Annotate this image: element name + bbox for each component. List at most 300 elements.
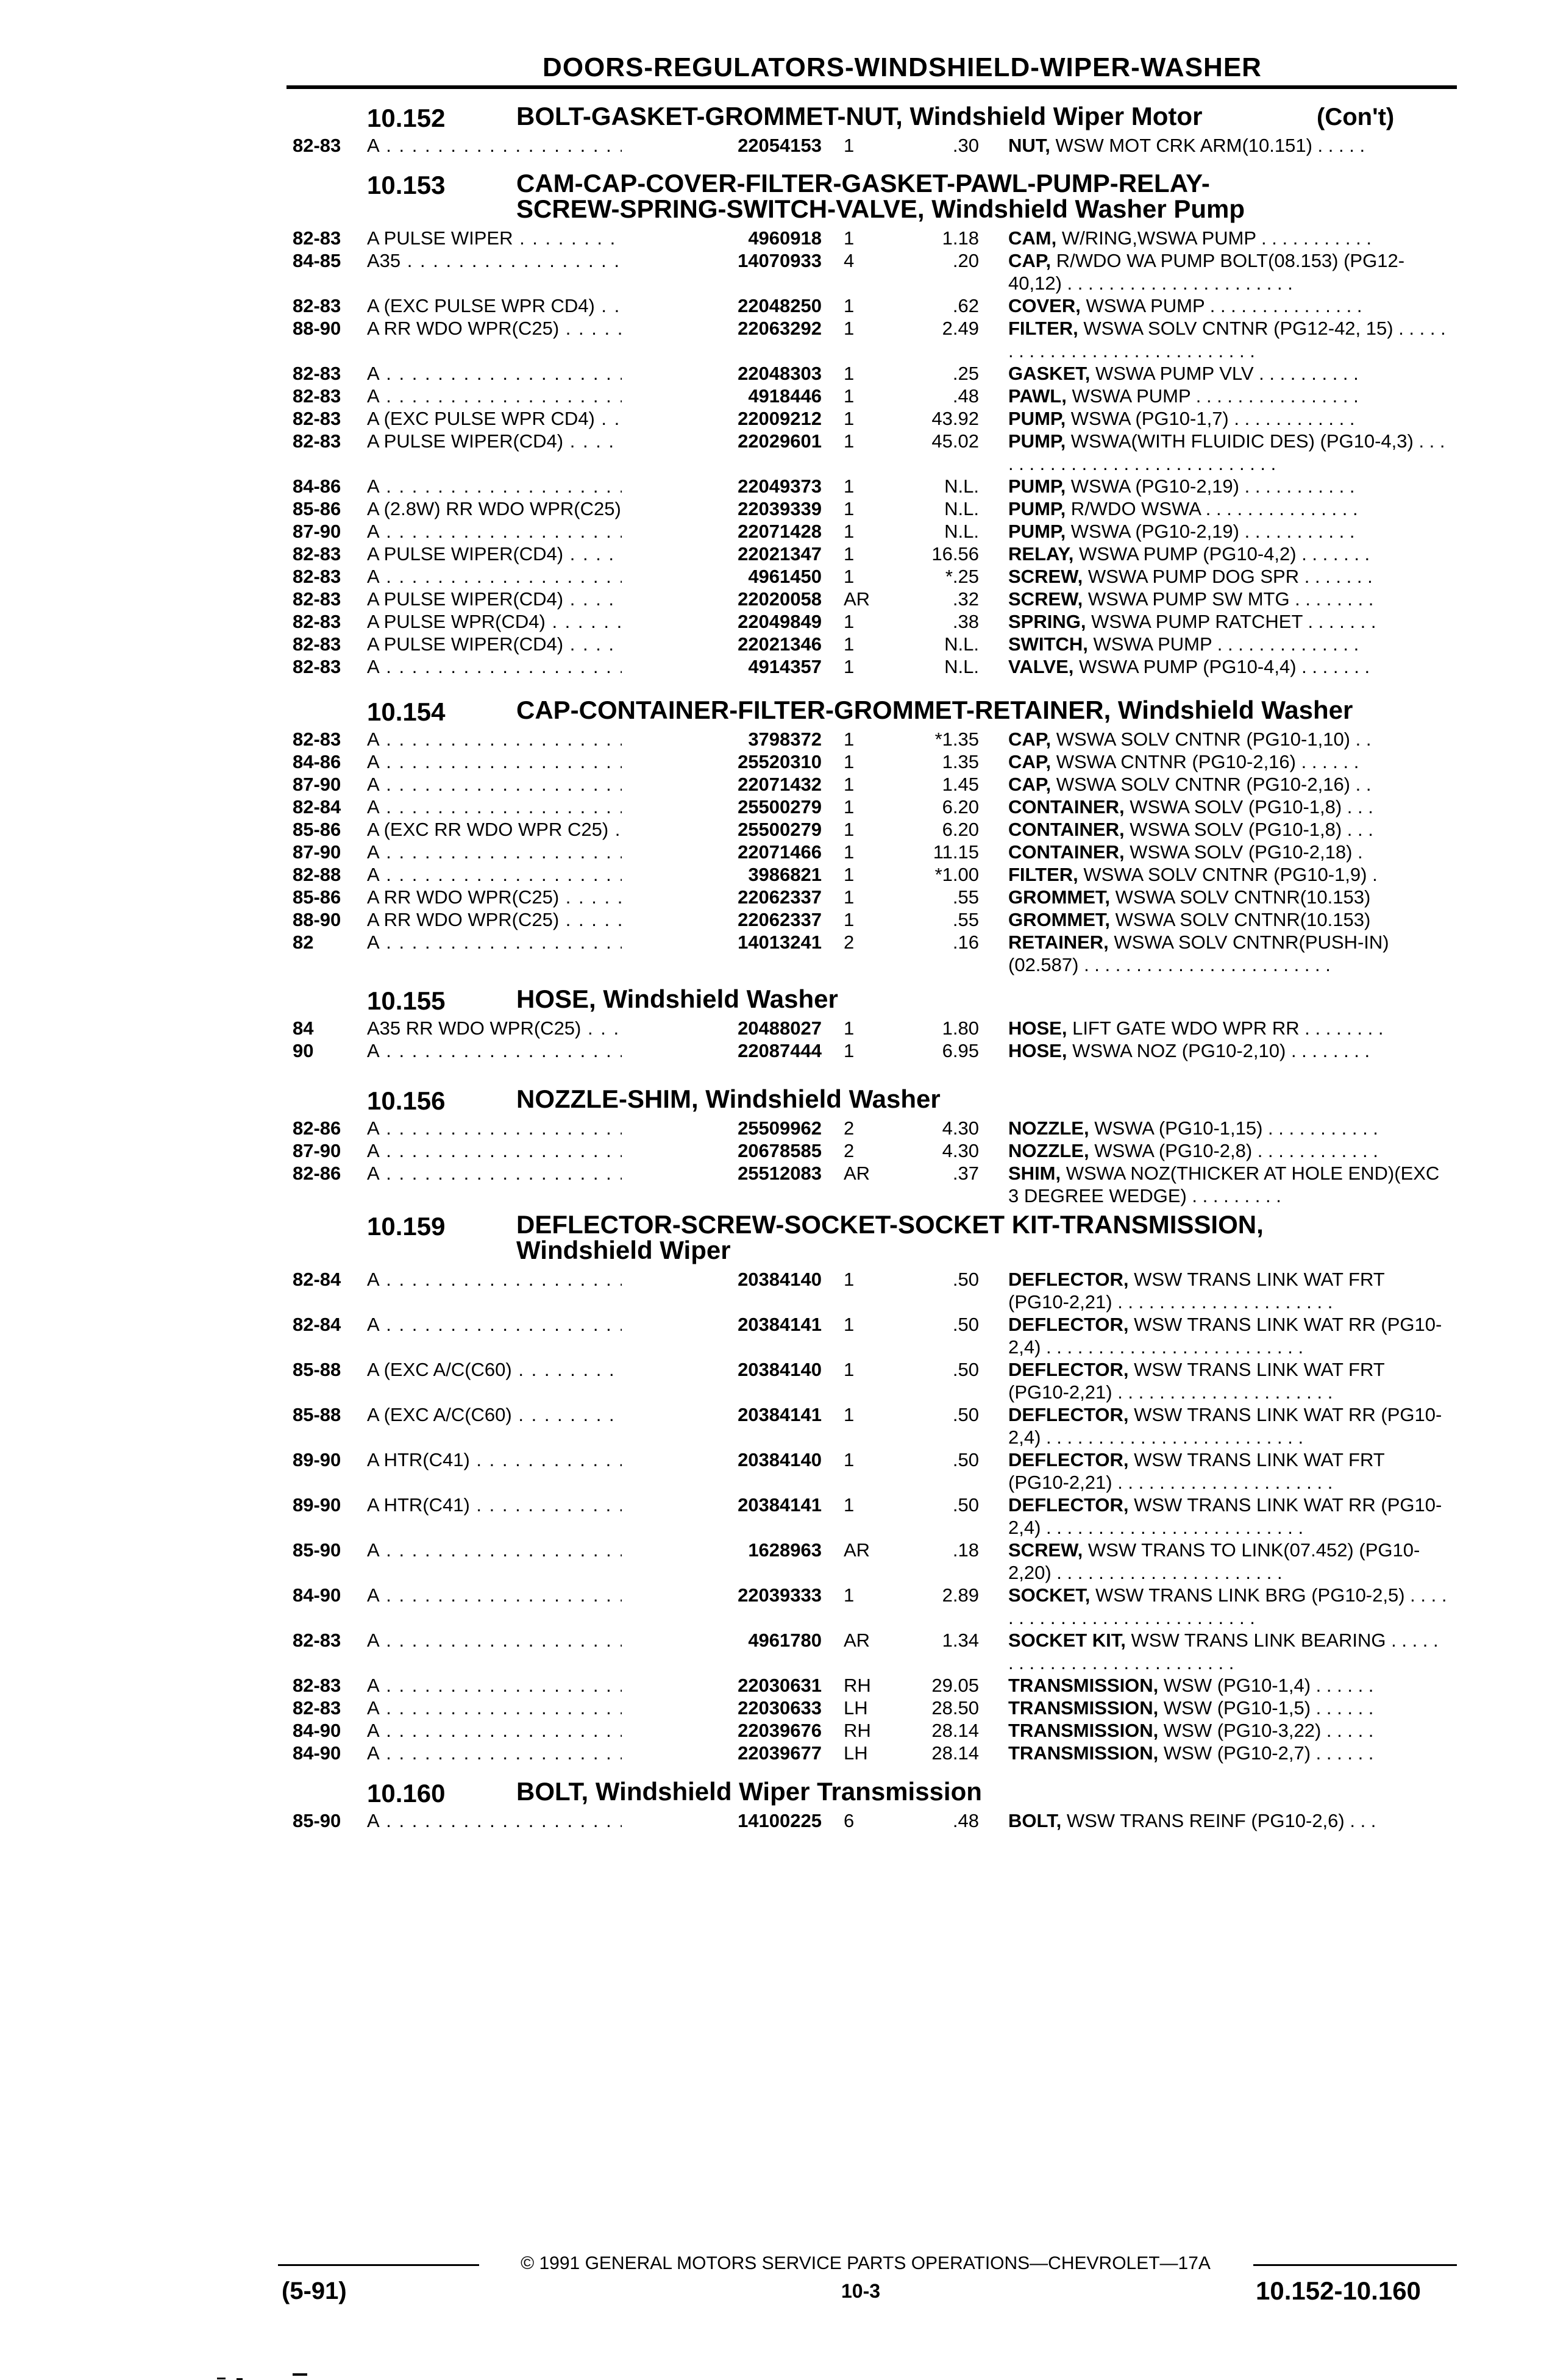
quantity: 1 [844, 135, 855, 156]
part-detail: WSWA PUMP SW MTG . . . . . . . . [1083, 588, 1374, 610]
part-noun: PUMP, [1008, 498, 1066, 519]
model-application: A (EXC RR WDO WPR C25) . . . [367, 818, 696, 841]
part-row [0, 886, 1541, 908]
part-row [0, 818, 1541, 841]
part-number: 20384141 [622, 1403, 822, 1426]
part-row [0, 520, 1541, 543]
quantity: 1 [844, 796, 855, 818]
price: .50 [952, 1449, 979, 1470]
model-years: 89-90 [293, 1494, 341, 1516]
part-number: 22021346 [622, 633, 822, 655]
part-row [0, 1539, 1541, 1584]
part-noun: TRANSMISSION, [1008, 1697, 1159, 1719]
part-number: 25512083 [622, 1162, 822, 1185]
part-detail: WSWA (PG10-1,15) . . . . . . . . . . . [1089, 1117, 1378, 1139]
part-noun: PUMP, [1008, 408, 1066, 429]
part-noun: SCREW, [1008, 566, 1083, 587]
part-detail: WSW (PG10-3,22) . . . . . [1158, 1720, 1374, 1741]
section-10-155 [0, 985, 1541, 1062]
price: N.L. [944, 476, 979, 497]
section-number: 10.154 [367, 697, 446, 726]
part-row [0, 863, 1541, 886]
model-application: A . . . [367, 565, 696, 588]
price: 28.50 [931, 1697, 979, 1719]
part-detail: WSW TRANS LINK WAT RR (PG10-2,4) . . . . . . . . . . . . . . . . . . . . . . . . . [1008, 1404, 1442, 1448]
part-detail: WSW TRANS LINK BEARING . . . . . . . . . . . . . . . . . . . . . . . . . . . [1008, 1630, 1439, 1673]
part-description [1008, 633, 1447, 655]
part-description [1008, 863, 1447, 886]
part-description [1008, 317, 1447, 362]
model-years: 82-83 [293, 135, 341, 156]
scan-speck [217, 2378, 226, 2379]
quantity: 2 [844, 1117, 855, 1139]
quantity: 1 [844, 1269, 855, 1290]
part-noun: SCREW, [1008, 588, 1083, 610]
part-detail: WSWA NOZ (PG10-2,10) . . . . . . . . [1067, 1040, 1370, 1061]
part-noun: RETAINER, [1008, 932, 1109, 953]
part-row [0, 1403, 1541, 1448]
part-description [1008, 249, 1447, 294]
part-noun: CONTAINER, [1008, 819, 1125, 840]
part-detail: WSWA SOLV (PG10-1,8) . . . [1124, 819, 1373, 840]
model-years: 82-83 [293, 385, 341, 407]
part-detail: LIFT GATE WDO WPR RR . . . . . . . . [1067, 1017, 1384, 1039]
price: 16.56 [931, 543, 979, 565]
part-detail: WSWA PUMP DOG SPR . . . . . . . [1083, 566, 1373, 587]
model-years: 89-90 [293, 1449, 341, 1470]
section-10-154 [0, 696, 1541, 976]
section-number: 10.155 [367, 986, 446, 1015]
model-application: A . . . [367, 773, 696, 796]
part-noun: BOLT, [1008, 1810, 1062, 1831]
part-number: 20384140 [622, 1358, 822, 1381]
part-detail: R/WDO WSWA . . . . . . . . . . . . . . . [1066, 498, 1358, 519]
section-title: HOSE, Windshield Washer [516, 985, 838, 1013]
model-years: 87-90 [293, 521, 341, 542]
model-years: 84-90 [293, 1742, 341, 1764]
model-application: A . . . [367, 1162, 696, 1185]
part-noun: DEFLECTOR, [1008, 1314, 1129, 1335]
part-noun: PUMP, [1008, 476, 1066, 497]
part-row [0, 1719, 1541, 1742]
part-noun: CONTAINER, [1008, 841, 1125, 863]
part-number: 20384141 [622, 1494, 822, 1516]
part-detail: WSWA SOLV CNTNR(10.153) [1110, 886, 1371, 908]
model-application: A . . . [367, 1742, 696, 1764]
model-application: A . . . [367, 1139, 696, 1162]
model-application: A . . . [367, 520, 696, 543]
part-row [0, 1629, 1541, 1674]
part-row [0, 1448, 1541, 1494]
part-row [0, 249, 1541, 294]
price: 43.92 [931, 408, 979, 429]
part-number: 22054153 [622, 134, 822, 157]
part-description [1008, 1162, 1447, 1207]
model-years: 82-84 [293, 796, 341, 818]
price: N.L. [944, 498, 979, 519]
part-noun: NOZZLE, [1008, 1140, 1089, 1161]
part-detail: WSWA PUMP RATCHET . . . . . . . [1086, 611, 1376, 632]
quantity: 1 [844, 1314, 855, 1335]
model-application: A (EXC PULSE WPR CD4) . . . [367, 407, 696, 430]
model-years: 82-83 [293, 227, 341, 249]
part-description [1008, 750, 1447, 773]
part-description [1008, 728, 1447, 750]
model-application: A (EXC A/C(C60) . . . [367, 1403, 696, 1426]
part-row [0, 1584, 1541, 1629]
part-number: 4961450 [622, 565, 822, 588]
model-application: A PULSE WIPER(CD4) . . . [367, 633, 696, 655]
part-description [1008, 908, 1447, 931]
part-noun: GASKET, [1008, 363, 1091, 384]
model-application: A . . . [367, 863, 696, 886]
quantity: 1 [844, 385, 855, 407]
model-years: 82-86 [293, 1117, 341, 1139]
part-row [0, 1162, 1541, 1207]
part-noun: COVER, [1008, 295, 1081, 316]
part-noun: CAP, [1008, 774, 1052, 795]
page-header-title: DOORS-REGULATORS-WINDSHIELD-WIPER-WASHER [543, 52, 1262, 82]
section-number: 10.153 [367, 171, 446, 199]
model-years: 82-88 [293, 864, 341, 885]
section-title: DEFLECTOR-SCREW-SOCKET-SOCKET KIT-TRANSMISSION, Windshield Wiper [516, 1210, 1264, 1264]
part-detail: WSWA PUMP . . . . . . . . . . . . . . [1087, 633, 1359, 655]
part-number: 22039333 [622, 1584, 822, 1606]
part-number: 22063292 [622, 317, 822, 340]
quantity: AR [844, 588, 870, 610]
part-description [1008, 1742, 1447, 1764]
part-noun: FILTER, [1008, 318, 1078, 339]
part-description [1008, 1539, 1447, 1584]
part-description [1008, 1358, 1447, 1403]
part-number: 20384140 [622, 1268, 822, 1291]
section-heading [0, 1085, 1541, 1117]
part-detail: WSWA CNTNR (PG10-2,16) . . . . . . [1051, 751, 1359, 772]
part-number: 22030631 [622, 1674, 822, 1697]
price: .16 [952, 932, 979, 953]
model-application: A . . . [367, 1697, 696, 1719]
price: 1.34 [942, 1630, 979, 1651]
footer-rule-left [278, 2264, 479, 2266]
price: 28.14 [931, 1742, 979, 1764]
model-application: A PULSE WIPER . . . [367, 227, 696, 249]
price: .50 [952, 1404, 979, 1425]
part-detail: WSW TRANS LINK WAT FRT (PG10-2,21) . . . . . . . . . . . . . . . . . . . . . [1008, 1359, 1385, 1403]
footer-rule-right [1253, 2264, 1457, 2266]
part-number: 20488027 [622, 1017, 822, 1039]
part-number: 25520310 [622, 750, 822, 773]
part-description [1008, 1674, 1447, 1697]
part-detail: WSWA SOLV CNTNR (PG12-42, 15) . . . . . . . . . . . . . . . . . . . . . . . . . . . . . [1008, 318, 1446, 362]
price: .62 [952, 295, 979, 316]
part-noun: GROMMET, [1008, 886, 1111, 908]
part-row [0, 543, 1541, 565]
section-heading [0, 1778, 1541, 1809]
section-10-152 [0, 102, 1541, 157]
model-application: A (2.8W) RR WDO WPR(C25) . . . [367, 497, 696, 520]
model-application: A PULSE WPR(CD4) . . . [367, 610, 696, 633]
part-number: 1628963 [622, 1539, 822, 1561]
part-noun: NUT, [1008, 135, 1050, 156]
quantity: 1 [844, 1404, 855, 1425]
quantity: 1 [844, 1584, 855, 1606]
part-detail: WSWA(WITH FLUIDIC DES) (PG10-4,3) . . . . . . . . . . . . . . . . . . . . . . . . . . . . . [1008, 430, 1445, 474]
part-number: 22030633 [622, 1697, 822, 1719]
section-title: CAP-CONTAINER-FILTER-GROMMET-RETAINER, Windshield Washer [516, 696, 1353, 724]
part-noun: HOSE, [1008, 1040, 1067, 1061]
price: 6.20 [942, 819, 979, 840]
quantity: 1 [844, 841, 855, 863]
part-detail: WSW (PG10-1,4) . . . . . . [1158, 1675, 1374, 1696]
part-number: 22039339 [622, 497, 822, 520]
price: 6.95 [942, 1040, 979, 1061]
model-application: A35 . . . [367, 249, 696, 272]
part-row [0, 931, 1541, 976]
part-row [0, 1494, 1541, 1539]
part-noun: SOCKET KIT, [1008, 1630, 1126, 1651]
price: 45.02 [931, 430, 979, 452]
part-description [1008, 362, 1447, 385]
price: 28.14 [931, 1720, 979, 1741]
part-noun: CONTAINER, [1008, 796, 1125, 818]
model-years: 82-83 [293, 543, 341, 565]
section-10-159 [0, 1211, 1541, 1764]
part-row [0, 1313, 1541, 1358]
part-detail: WSW TRANS TO LINK(07.452) (PG10-2,20) . . . . . . . . . . . . . . . . . . . . . . [1008, 1539, 1420, 1583]
part-number: 22049373 [622, 475, 822, 497]
part-row [0, 565, 1541, 588]
part-noun: PUMP, [1008, 521, 1066, 542]
price: 11.15 [933, 841, 979, 863]
price: .48 [952, 1810, 979, 1831]
model-application: A . . . [367, 655, 696, 678]
section-10-153 [0, 169, 1541, 678]
part-row [0, 773, 1541, 796]
part-description [1008, 385, 1447, 407]
model-application: A . . . [367, 475, 696, 497]
part-row [0, 588, 1541, 610]
part-noun: DEFLECTOR, [1008, 1404, 1129, 1425]
part-noun: PUMP, [1008, 430, 1066, 452]
model-years: 84-85 [293, 250, 341, 271]
quantity: 2 [844, 932, 855, 953]
model-application: A PULSE WIPER(CD4) . . . [367, 543, 696, 565]
footer-section-range: 10.152-10.160 [1256, 2276, 1421, 2305]
part-number: 22062337 [622, 886, 822, 908]
model-application: A . . . [367, 931, 696, 953]
part-detail: WSWA PUMP VLV . . . . . . . . . . [1090, 363, 1359, 384]
quantity: 1 [844, 295, 855, 316]
quantity: 1 [844, 656, 855, 677]
part-description [1008, 610, 1447, 633]
part-row [0, 317, 1541, 362]
part-row [0, 655, 1541, 678]
part-number: 22048303 [622, 362, 822, 385]
part-detail: WSWA (PG10-1,7) . . . . . . . . . . . . [1066, 408, 1355, 429]
part-noun: FILTER, [1008, 864, 1078, 885]
section-title: BOLT-GASKET-GROMMET-NUT, Windshield Wiper Motor [516, 102, 1203, 130]
part-row [0, 294, 1541, 317]
model-years: 82-83 [293, 1697, 341, 1719]
model-application: A HTR(C41) . . . [367, 1494, 696, 1516]
part-row [0, 475, 1541, 497]
part-number: 4961780 [622, 1629, 822, 1651]
quantity: 1 [844, 1017, 855, 1039]
part-row [0, 227, 1541, 249]
part-row [0, 908, 1541, 931]
quantity: 1 [844, 1494, 855, 1516]
quantity: 1 [844, 1359, 855, 1380]
part-number: 20678585 [622, 1139, 822, 1162]
price: *.25 [945, 566, 979, 587]
part-description [1008, 1697, 1447, 1719]
quantity: 1 [844, 566, 855, 587]
part-detail: WSWA (PG10-2,19) . . . . . . . . . . . [1066, 476, 1355, 497]
quantity: 1 [844, 430, 855, 452]
quantity: 1 [844, 909, 855, 930]
part-description [1008, 1629, 1447, 1674]
model-years: 87-90 [293, 841, 341, 863]
price: N.L. [944, 656, 979, 677]
price: .30 [952, 135, 979, 156]
part-number: 4914357 [622, 655, 822, 678]
quantity: 1 [844, 1040, 855, 1061]
quantity: 1 [844, 729, 855, 750]
price: 1.45 [942, 774, 979, 795]
part-description [1008, 475, 1447, 497]
part-number: 22071428 [622, 520, 822, 543]
part-row [0, 407, 1541, 430]
quantity: 1 [844, 227, 855, 249]
part-noun: SHIM, [1008, 1163, 1061, 1184]
part-detail: W/RING,WSWA PUMP . . . . . . . . . . . [1056, 227, 1372, 249]
part-description [1008, 1117, 1447, 1139]
part-detail: WSWA SOLV (PG10-2,18) . [1124, 841, 1363, 863]
model-application: A . . . [367, 134, 696, 157]
model-application: A . . . [367, 1039, 696, 1062]
model-years: 88-90 [293, 909, 341, 930]
part-row [0, 385, 1541, 407]
part-description [1008, 588, 1447, 610]
part-detail: R/WDO WA PUMP BOLT(08.153) (PG12-40,12) . . . . . . . . . . . . . . . . . . . . . . [1008, 250, 1405, 294]
price: 4.30 [942, 1117, 979, 1139]
model-years: 82-86 [293, 1163, 341, 1184]
part-noun: DEFLECTOR, [1008, 1359, 1129, 1380]
part-description [1008, 1268, 1447, 1313]
price: *1.00 [934, 864, 979, 885]
part-noun: RELAY, [1008, 543, 1074, 565]
quantity: 1 [844, 476, 855, 497]
part-number: 14013241 [622, 931, 822, 953]
price: .50 [952, 1359, 979, 1380]
part-row [0, 1139, 1541, 1162]
quantity: LH [844, 1697, 868, 1719]
part-detail: WSW TRANS LINK WAT FRT (PG10-2,21) . . . . . . . . . . . . . . . . . . . . . [1008, 1449, 1385, 1493]
part-row [0, 430, 1541, 475]
part-description [1008, 1584, 1447, 1629]
model-years: 85-86 [293, 886, 341, 908]
model-years: 84 [293, 1017, 314, 1039]
model-application: A . . . [367, 1268, 696, 1291]
part-detail: WSWA PUMP . . . . . . . . . . . . . . . [1080, 295, 1362, 316]
price: 1.80 [942, 1017, 979, 1039]
part-noun: CAM, [1008, 227, 1057, 249]
quantity: 1 [844, 774, 855, 795]
part-row [0, 1742, 1541, 1764]
part-description [1008, 227, 1447, 249]
part-description [1008, 796, 1447, 818]
part-description [1008, 294, 1447, 317]
part-description [1008, 818, 1447, 841]
quantity: 1 [844, 864, 855, 885]
model-years: 87-90 [293, 774, 341, 795]
part-noun: TRANSMISSION, [1008, 1675, 1159, 1696]
part-row [0, 728, 1541, 750]
part-row [0, 1039, 1541, 1062]
quantity: AR [844, 1163, 870, 1184]
model-application: A . . . [367, 1117, 696, 1139]
model-application: A RR WDO WPR(C25) . . . [367, 317, 696, 340]
model-years: 82-83 [293, 1630, 341, 1651]
model-application: A . . . [367, 1539, 696, 1561]
part-detail: WSWA NOZ(THICKER AT HOLE END)(EXC 3 DEGREE WEDGE) . . . . . . . . . [1008, 1163, 1440, 1206]
part-number: 25500279 [622, 818, 822, 841]
part-detail: WSWA SOLV CNTNR (PG10-1,9) . [1078, 864, 1378, 885]
part-noun: DEFLECTOR, [1008, 1494, 1129, 1516]
part-noun: VALVE, [1008, 656, 1074, 677]
part-noun: SPRING, [1008, 611, 1086, 632]
model-application: A . . . [367, 750, 696, 773]
part-row [0, 1017, 1541, 1039]
section-heading [0, 985, 1541, 1017]
part-description [1008, 1719, 1447, 1742]
price: 29.05 [931, 1675, 979, 1696]
part-detail: WSWA SOLV CNTNR (PG10-1,10) . . [1051, 729, 1372, 750]
part-number: 22020058 [622, 588, 822, 610]
model-application: A . . . [367, 728, 696, 750]
quantity: 1 [844, 611, 855, 632]
model-years: 85-90 [293, 1810, 341, 1831]
model-years: 82-83 [293, 1675, 341, 1696]
part-description [1008, 1494, 1447, 1539]
part-description [1008, 886, 1447, 908]
model-application: A (EXC PULSE WPR CD4) . . . [367, 294, 696, 317]
part-number: 22087444 [622, 1039, 822, 1062]
model-application: A RR WDO WPR(C25) . . . [367, 908, 696, 931]
section-number: 10.152 [367, 104, 446, 132]
part-detail: WSW TRANS LINK WAT FRT (PG10-2,21) . . . . . . . . . . . . . . . . . . . . . [1008, 1269, 1385, 1313]
quantity: AR [844, 1539, 870, 1561]
part-row [0, 1697, 1541, 1719]
part-number: 25509962 [622, 1117, 822, 1139]
model-application: A . . . [367, 1719, 696, 1742]
model-years: 85-88 [293, 1359, 341, 1380]
part-row [0, 497, 1541, 520]
part-description [1008, 1039, 1447, 1062]
part-description [1008, 1139, 1447, 1162]
price: *1.35 [934, 729, 979, 750]
model-years: 82-83 [293, 295, 341, 316]
quantity: 1 [844, 543, 855, 565]
model-application: A . . . [367, 1313, 696, 1336]
part-noun: SWITCH, [1008, 633, 1088, 655]
part-detail: WSWA SOLV CNTNR (PG10-2,16) . . [1051, 774, 1372, 795]
part-number: 4918446 [622, 385, 822, 407]
part-row [0, 610, 1541, 633]
quantity: 1 [844, 408, 855, 429]
quantity: 1 [844, 318, 855, 339]
model-years: 85-86 [293, 819, 341, 840]
